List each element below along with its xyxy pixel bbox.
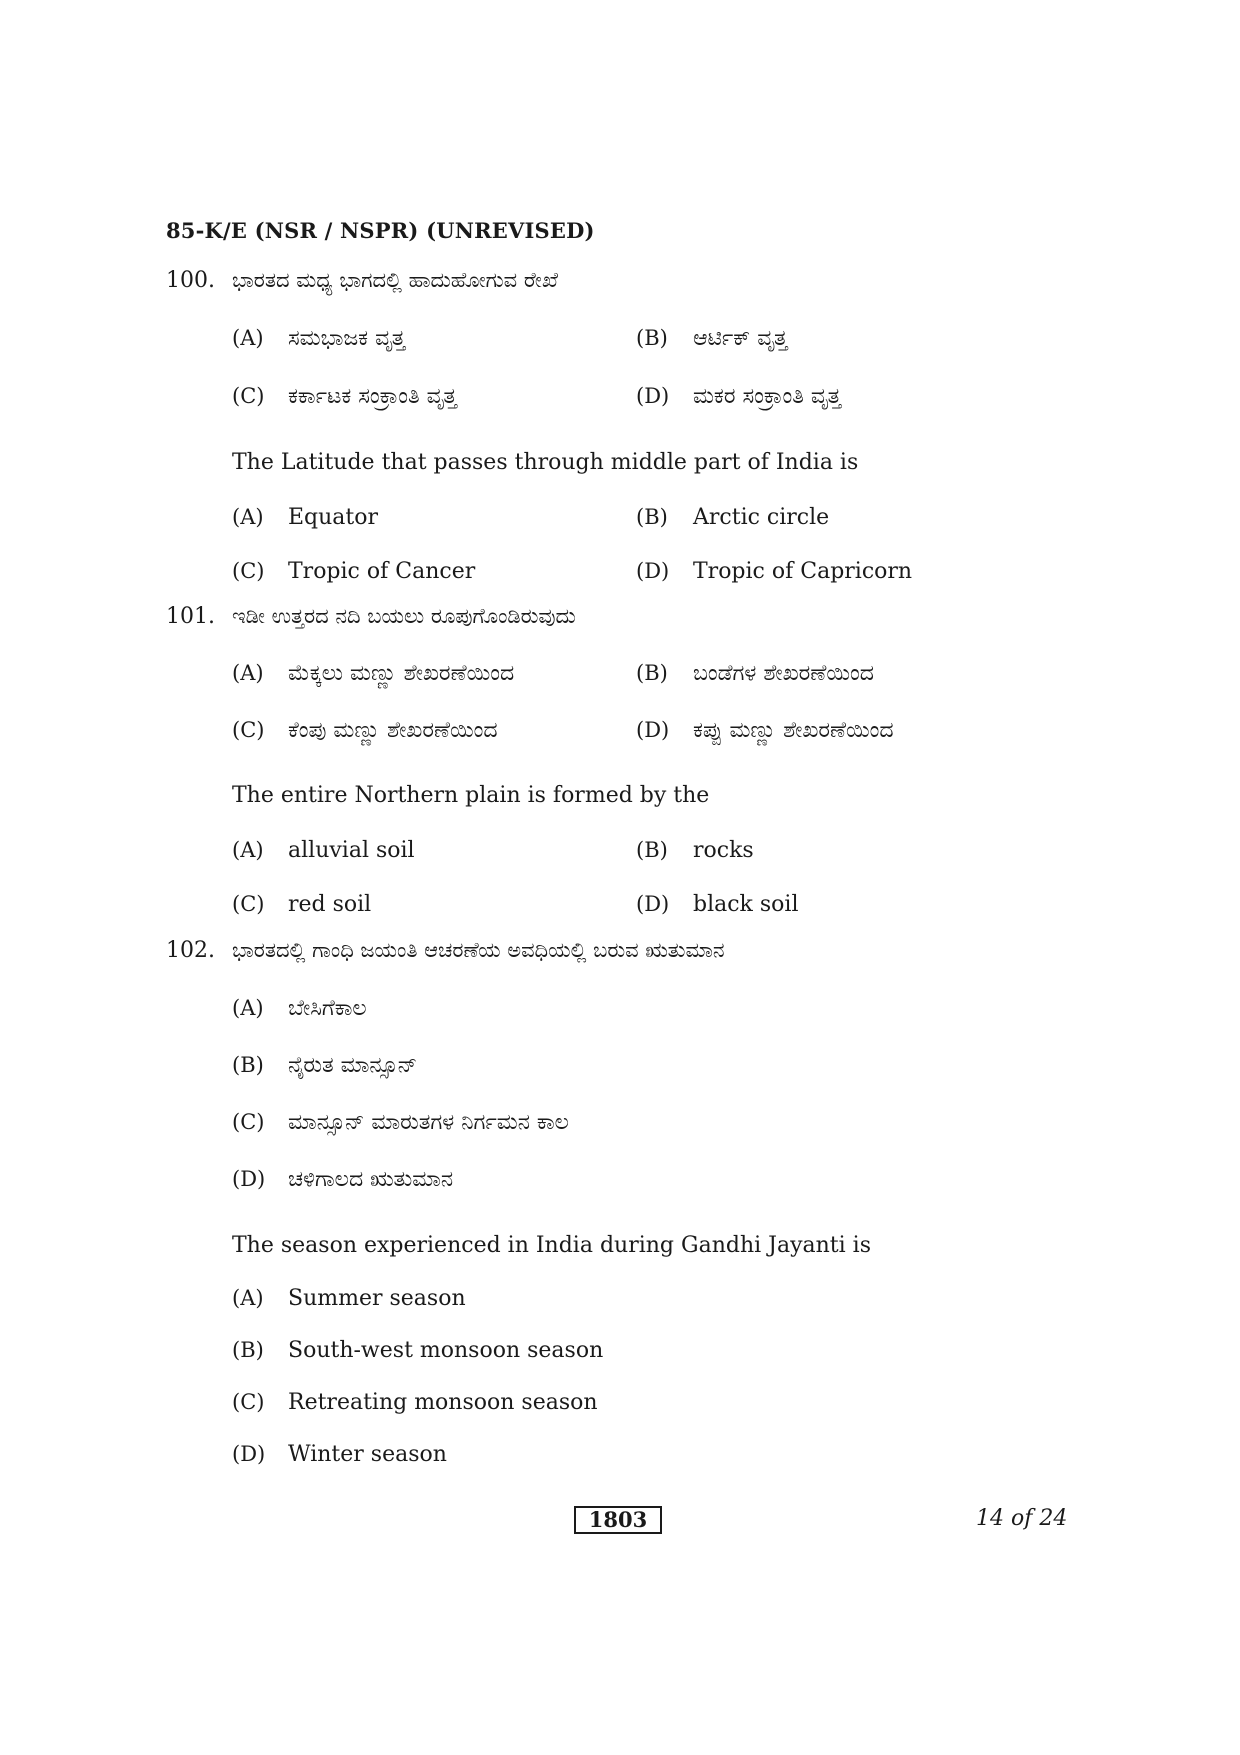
- option-text-english: Tropic of Capricorn: [693, 559, 913, 584]
- option-label: (C): [232, 892, 265, 916]
- question-text-kannada: ಭಾರತದ ಮಧ್ಯ ಭಾಗದಲ್ಲಿ ಹಾದುಹೋಗುವ ರೇಖೆ: [232, 268, 558, 292]
- question-paper-code-box: 1803: [574, 1506, 662, 1534]
- option-label: (C): [232, 718, 265, 742]
- option-text-english: Summer season: [288, 1286, 466, 1311]
- option-text-kannada: ಮಾನ್ಸೂನ್ ಮಾರುತಗಳ ನಿರ್ಗಮನ ಕಾಲ: [288, 1110, 569, 1135]
- question-text-kannada: ಇಡೀ ಉತ್ತರದ ನದಿ ಬಯಲು ರೂಪುಗೊಂಡಿರುವುದು: [232, 604, 576, 628]
- option-text-english: Winter season: [288, 1442, 447, 1467]
- option-text-english: black soil: [693, 892, 799, 917]
- option-text-kannada: ಆರ್ಟಿಕ್ ವೃತ್ತ: [693, 326, 788, 351]
- option-text-english: South-west monsoon season: [288, 1338, 604, 1363]
- page-number: 14 of 24: [976, 1506, 1068, 1531]
- option-text-kannada: ಮಕರ ಸಂಕ್ರಾಂತಿ ವೃತ್ತ: [693, 384, 842, 409]
- option-label: (B): [636, 505, 668, 529]
- question-number: 102.: [166, 938, 215, 963]
- option-label: (B): [232, 1338, 264, 1362]
- option-label: (D): [636, 559, 670, 583]
- option-text-kannada: ಕಪ್ಪು ಮಣ್ಣು ಶೇಖರಣೆಯಿಂದ: [693, 718, 894, 743]
- option-label: (B): [636, 326, 668, 350]
- option-text-english: Retreating monsoon season: [288, 1390, 598, 1415]
- option-text-english: rocks: [693, 838, 754, 863]
- option-text-english: red soil: [288, 892, 372, 917]
- option-text-kannada: ಬೇಸಿಗೆಕಾಲ: [288, 996, 367, 1021]
- option-label: (B): [636, 838, 668, 862]
- question-number: 100.: [166, 268, 215, 293]
- option-label: (D): [636, 384, 670, 408]
- option-label: (D): [232, 1442, 266, 1466]
- option-text-kannada: ಚಳಿಗಾಲದ ಋತುಮಾನ: [288, 1167, 454, 1192]
- option-label: (D): [636, 892, 670, 916]
- option-label: (C): [232, 1110, 265, 1134]
- option-text-english: Tropic of Cancer: [288, 559, 476, 584]
- option-label: (D): [232, 1167, 266, 1191]
- question-number: 101.: [166, 604, 215, 629]
- option-label: (A): [232, 996, 264, 1020]
- option-label: (A): [232, 661, 264, 685]
- option-text-english: alluvial soil: [288, 838, 415, 863]
- paper-code-header: 85-K/E (NSR / NSPR) (UNREVISED): [166, 218, 595, 243]
- option-label: (C): [232, 559, 265, 583]
- option-text-kannada: ಮೆಕ್ಕಲು ಮಣ್ಣು ಶೇಖರಣೆಯಿಂದ: [288, 661, 515, 686]
- question-text-english: The entire Northern plain is formed by the: [232, 783, 710, 808]
- question-text-kannada: ಭಾರತದಲ್ಲಿ ಗಾಂಧಿ ಜಯಂತಿ ಆಚರಣೆಯ ಅವಧಿಯಲ್ಲಿ ಬರುವ ಋತುಮಾನ: [232, 938, 725, 962]
- option-text-english: Equator: [288, 505, 379, 530]
- option-label: (C): [232, 1390, 265, 1414]
- option-label: (D): [636, 718, 670, 742]
- option-label: (A): [232, 505, 264, 529]
- option-text-kannada: ಸಮಭಾಜಕ ವೃತ್ತ: [288, 326, 406, 351]
- option-text-kannada: ನೈರುತ ಮಾನ್ಸೂನ್: [288, 1053, 418, 1078]
- question-text-english: The season experienced in India during Gandhi Jayanti is: [232, 1233, 871, 1258]
- option-text-english: Arctic circle: [693, 505, 830, 530]
- option-text-kannada: ಕರ್ಕಾಟಕ ಸಂಕ್ರಾಂತಿ ವೃತ್ತ: [288, 384, 457, 409]
- option-label: (A): [232, 838, 264, 862]
- option-label: (A): [232, 326, 264, 350]
- option-label: (C): [232, 384, 265, 408]
- option-label: (B): [232, 1053, 264, 1077]
- option-label: (B): [636, 661, 668, 685]
- question-text-english: The Latitude that passes through middle part of India is: [232, 450, 859, 475]
- option-text-kannada: ಬಂಡೆಗಳ ಶೇಖರಣೆಯಿಂದ: [693, 661, 874, 686]
- option-text-kannada: ಕೆಂಪು ಮಣ್ಣು ಶೇಖರಣೆಯಿಂದ: [288, 718, 498, 743]
- option-label: (A): [232, 1286, 264, 1310]
